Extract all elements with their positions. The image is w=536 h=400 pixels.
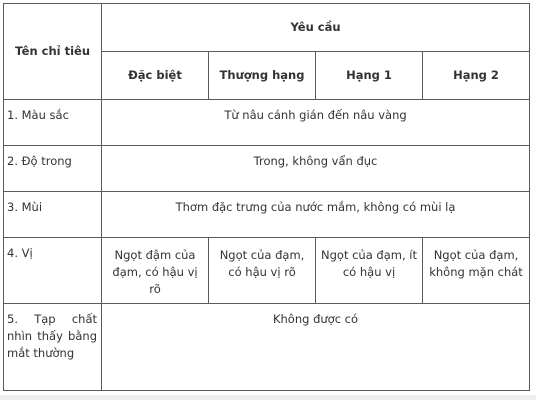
table-row [4, 192, 530, 238]
value-smell: Thơm đặc trưng của nước mắm, không có mùi lạ [102, 192, 530, 238]
grade-header-special: Đặc biệt [102, 52, 209, 100]
taste-grade-1: Ngọt của đạm, ít có hậu vị [316, 238, 423, 304]
value-impurities: Không được có [102, 304, 530, 391]
value-color: Từ nâu cánh gián đến nâu vàng [102, 100, 530, 146]
requirement-header: Yêu cầu [102, 4, 530, 52]
table-row [4, 238, 530, 304]
table-row [4, 100, 530, 146]
grade-header-premium: Thượng hạng [209, 52, 316, 100]
grade-header-grade-2: Hạng 2 [423, 52, 530, 100]
criterion-impurities: 5. Tạp chất nhìn thấy bằng mắt thường [4, 304, 102, 391]
grade-header-grade-1: Hạng 1 [316, 52, 423, 100]
taste-premium: Ngọt của đạm, có hậu vị rõ [209, 238, 316, 304]
criterion-smell: 3. Mùi [4, 192, 102, 238]
taste-grade-2: Ngọt của đạm, không mặn chát [423, 238, 530, 304]
criterion-clarity: 2. Độ trong [4, 146, 102, 192]
value-clarity: Trong, không vẩn đục [102, 146, 530, 192]
header-row-top [4, 4, 530, 52]
fish-sauce-standard-table-frame [3, 3, 529, 390]
table-row [4, 304, 530, 391]
criterion-taste: 4. Vị [4, 238, 102, 304]
taste-special: Ngọt đậm của đạm, có hậu vị rõ [102, 238, 209, 304]
criteria-header: Tên chỉ tiêu [4, 4, 102, 100]
table-row [4, 146, 530, 192]
bottom-page-strip [0, 395, 536, 400]
criterion-color: 1. Màu sắc [4, 100, 102, 146]
quality-criteria-table [3, 3, 530, 391]
